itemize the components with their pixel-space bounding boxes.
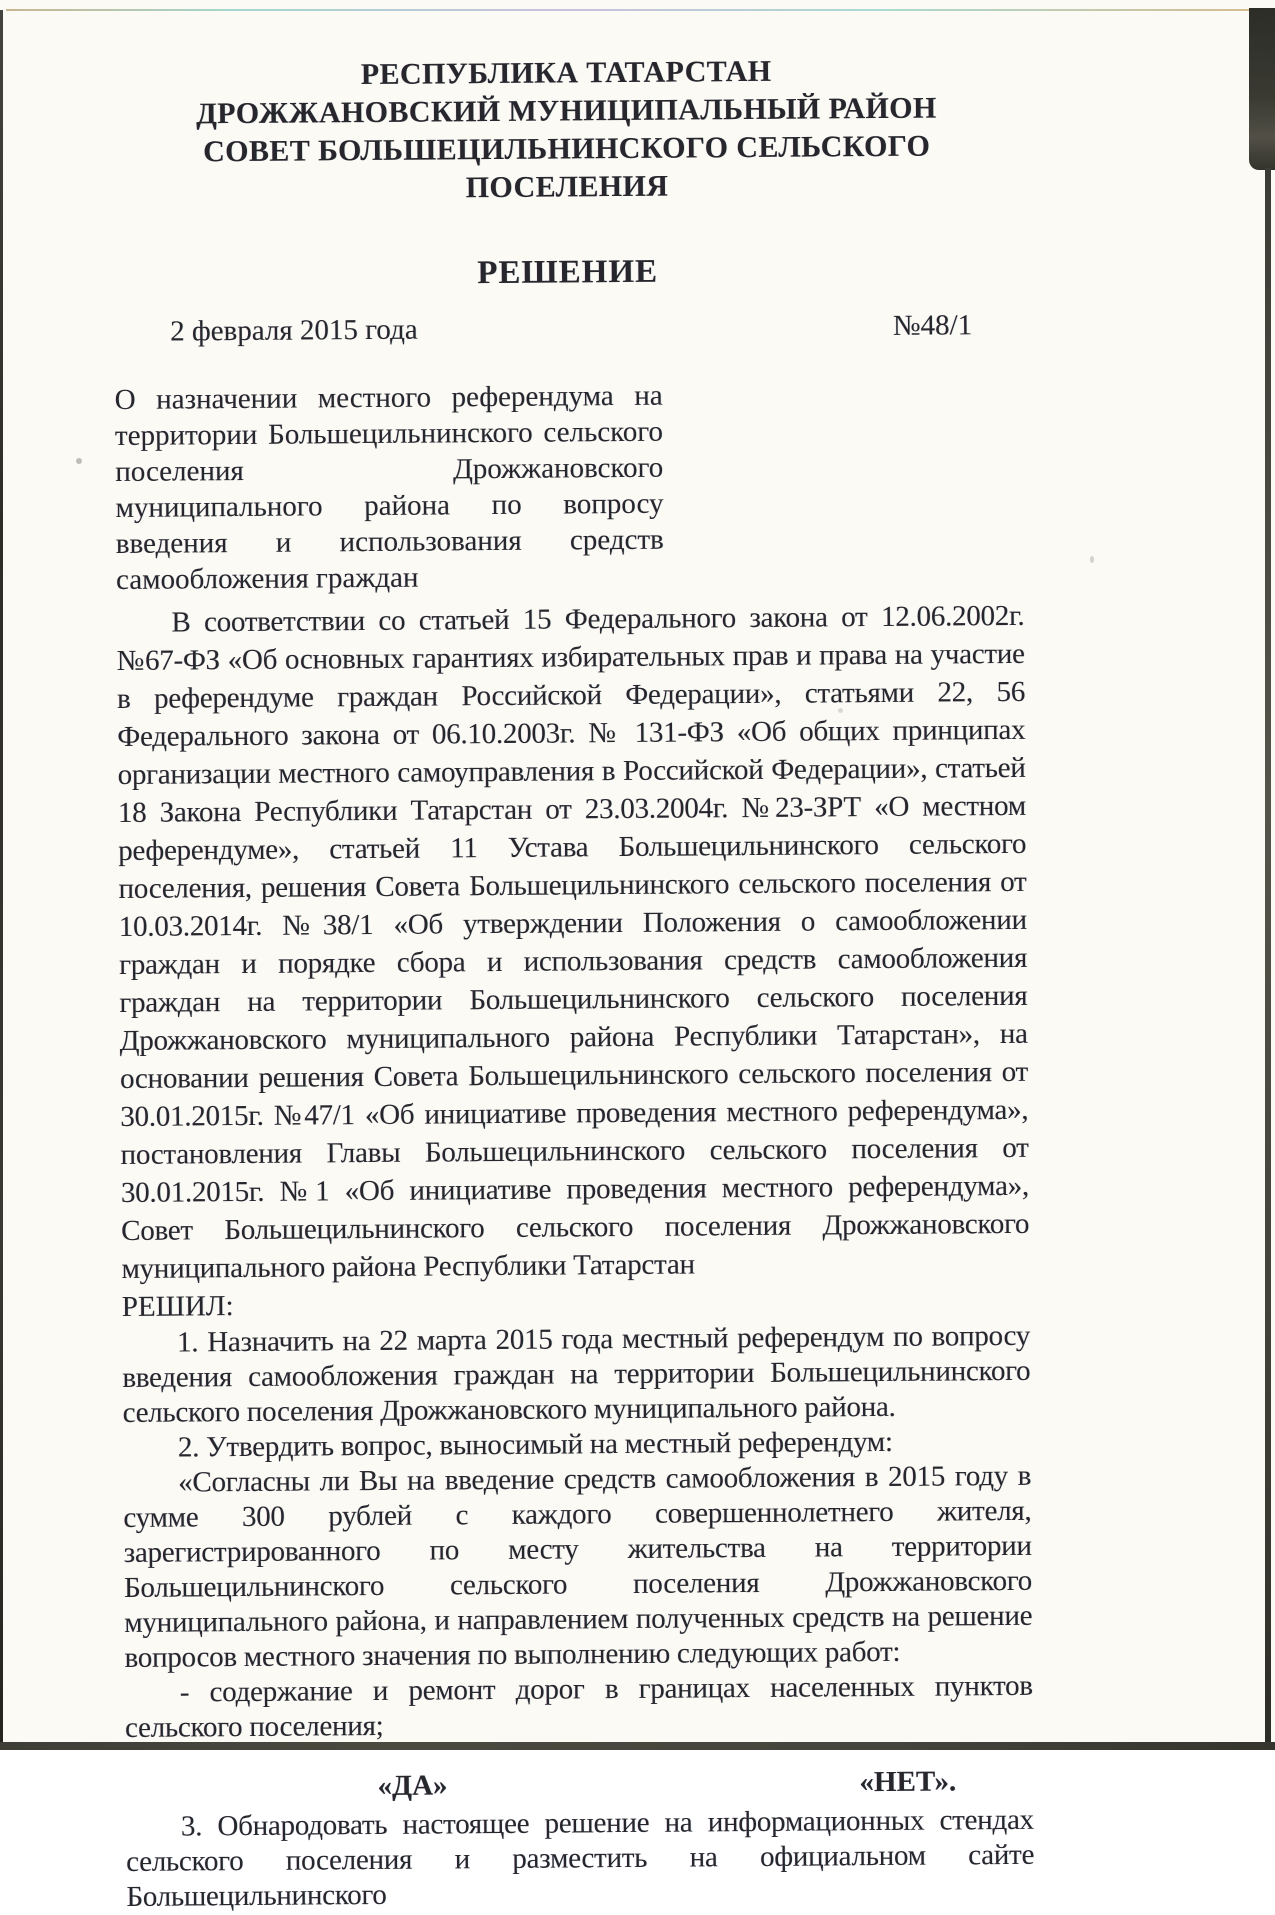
- scan-edge-right-corner: [1249, 8, 1275, 170]
- scan-speck: [1090, 556, 1094, 563]
- letterhead-line-district: ДРОЖЖАНОВСКИЙ МУНИЦИПАЛЬНЫЙ РАЙОН: [196, 91, 937, 131]
- meta-row: [114, 305, 1022, 352]
- document-number: №48/1: [892, 309, 973, 342]
- scan-edge-left: [0, 10, 3, 1750]
- document-content: [112, 51, 1035, 1915]
- preamble-paragraph: В соответствии со статьей 15 Федерального закона от 12.06.2002г. №67-ФЗ «Об основных гарантиях избирательных прав и права на участие в референдуме граждан Российской Федерации», статьями 22, 56 Федерального закона от 06.10.2003г. № 131-ФЗ «Об общих принципах организации местного самоуправления в Российской Федерации», статьей 18 Закона Республики Татарстан от 23.03.2004г. №23-ЗРТ «О местном референдуме», статьей 11 Устава Большецильнинского сельского поселения, решения Совета Большецильнинского сельского поселения от 10.03.2014г. №38/1 «Об утверждении Положения о самообложении граждан и порядке сбора и использования средств самообложения граждан на территории Большецильнинского сельского поселения Дрожжановского муниципального района Республики Татарстан», на основании решения Совета Большецильнинского сельского поселения от 30.01.2015г. №47/1 «Об инициативе проведения местного референдума», постановления Главы Большецильнинского сельского поселения от 30.01.2015г. №1 «Об инициативе проведения местного референдума», Совет Большецильнинского сельского поселения Дрожжановского муниципального района Республики Татарстан: [116, 599, 1030, 1285]
- document-type-title: РЕШЕНИЕ: [477, 253, 659, 292]
- work-list-item: - содержание и ремонт дорог в границах населенных пунктов сельского поселения;: [124, 1669, 1033, 1744]
- scan-speck: [76, 458, 82, 464]
- vote-option-no: «НЕТ».: [859, 1765, 957, 1799]
- resolution-item-2: 2. Утвердить вопрос, выносимый на местный референдум:: [177, 1425, 893, 1464]
- letterhead-line-council: СОВЕТ БОЛЬШЕЦИЛЬНИНСКОГО СЕЛЬСКОГО ПОСЕЛЕНИЯ: [203, 129, 931, 205]
- scan-edge-top: [6, 9, 1254, 11]
- resolved-keyword: РЕШИЛ:: [121, 1290, 234, 1323]
- letterhead-line-republic: РЕСПУБЛИКА ТАТАРСТАН: [360, 54, 772, 92]
- vote-options-row: [125, 1763, 1033, 1806]
- subject-block: О назначении местного референдума на территории Большецильнинского сельского поселения Дрожжановского муниципального района по вопросу введения и использования средств самообложения граждан: [114, 379, 664, 596]
- resolution-item-3: 3. Обнародовать настоящее решение на информационных стендах сельского поселения и разместить на официальном сайте Большецильнинского: [126, 1803, 1035, 1913]
- document-date: 2 февраля 2015 года: [170, 313, 418, 348]
- referendum-question: «Согласны ли Вы на введение средств самообложения в 2015 году в сумме 300 рублей с каждого совершеннолетнего жителя, зарегистрированного по месту жительства на территории Большецильнинского сельского поселения Дрожжановского муниципального района, и направлением полученных средств на решение вопросов местного значения по выполнению следующих работ:: [123, 1459, 1033, 1674]
- letterhead: [112, 51, 1021, 210]
- vote-option-yes: «ДА»: [377, 1769, 448, 1802]
- scan-edge-right: [1265, 168, 1271, 1746]
- resolution-item-1: 1. Назначить на 22 марта 2015 года местный референдум по вопросу введения самообложения граждан на территории Большецильнинского сельского поселения Дрожжановского муниципального района.: [122, 1319, 1031, 1429]
